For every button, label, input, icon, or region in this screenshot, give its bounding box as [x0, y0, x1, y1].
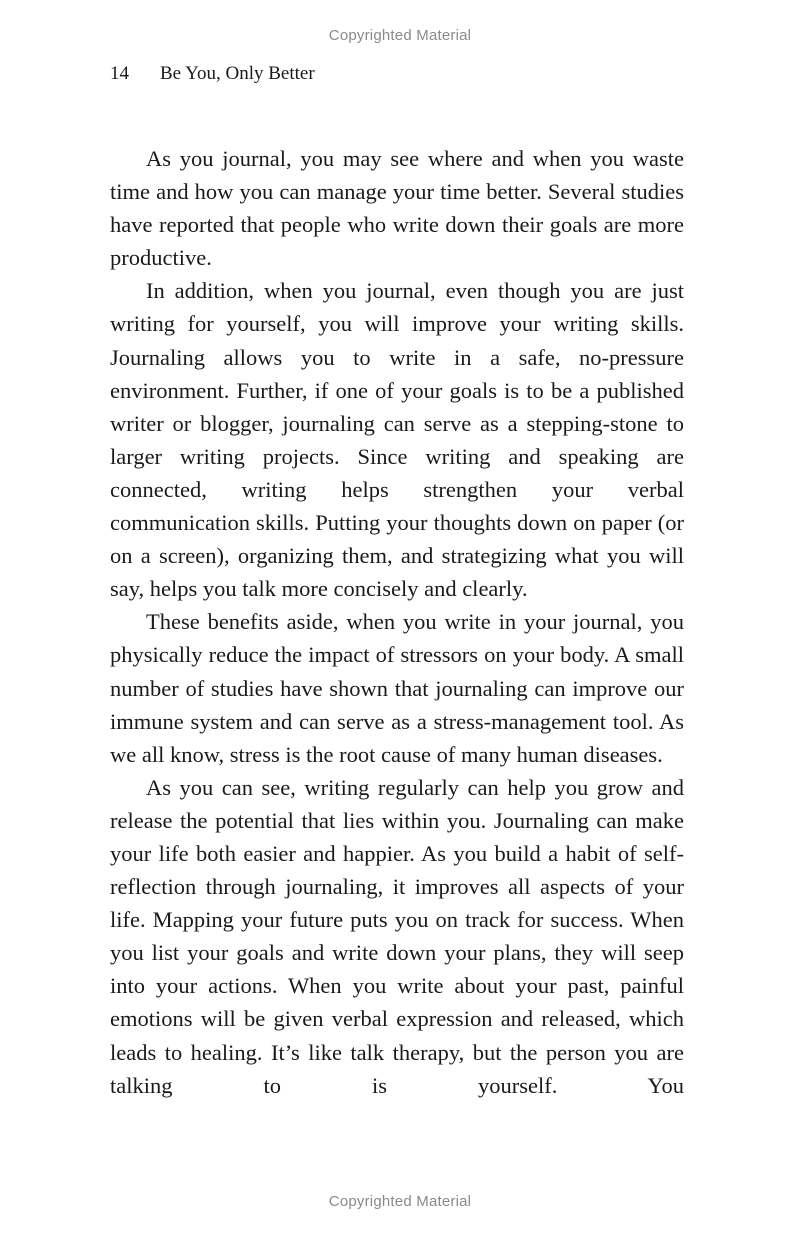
- body-text: [110, 142, 684, 1102]
- paragraph: In addition, when you journal, even though you are just writing for yourself, you will improve your writing skills. Journaling allows you to write in a safe, no-pressure environment. Further, if one of your goals is to be a published writer or blogger, journaling can serve as a stepping-stone to larger writing projects. Since writing and speaking are connected, writing helps strengthen your verbal communication skills. Putting your thoughts down on paper (or on a screen), organizing them, and strategizing what you will say, helps you talk more concisely and clearly.: [110, 278, 684, 602]
- running-head: [110, 63, 315, 85]
- copyright-watermark-bottom: Copyrighted Material: [328, 1193, 472, 1210]
- book-title: Be You, Only Better: [160, 63, 315, 84]
- copyright-watermark-top: Copyrighted Material: [328, 27, 472, 44]
- paragraph: As you journal, you may see where and when you waste time and how you can manage your time better. Several studies have reported that people who write down their goals are more productive.: [110, 146, 684, 271]
- paragraph: As you can see, writing regularly can help you grow and release the potential that lies within you. Journaling can make your life both easier and happier. As you build a habit of self-reflection through journaling, it improves all aspects of your life. Mapping your future puts you on track for success. When you list your goals and write down your plans, they will seep into your actions. When you write about your past, painful emotions will be given verbal expression and released, which leads to healing. It’s like talk therapy, but the person you are talking to is yourself. You: [110, 774, 684, 1098]
- page-number: 14: [110, 63, 129, 84]
- paragraph: These benefits aside, when you write in your journal, you physically reduce the impact of stressors on your body. A small number of studies have shown that journaling can improve our immune system and can serve as a stress-management tool. As we all know, stress is the root cause of many human diseases.: [110, 609, 684, 767]
